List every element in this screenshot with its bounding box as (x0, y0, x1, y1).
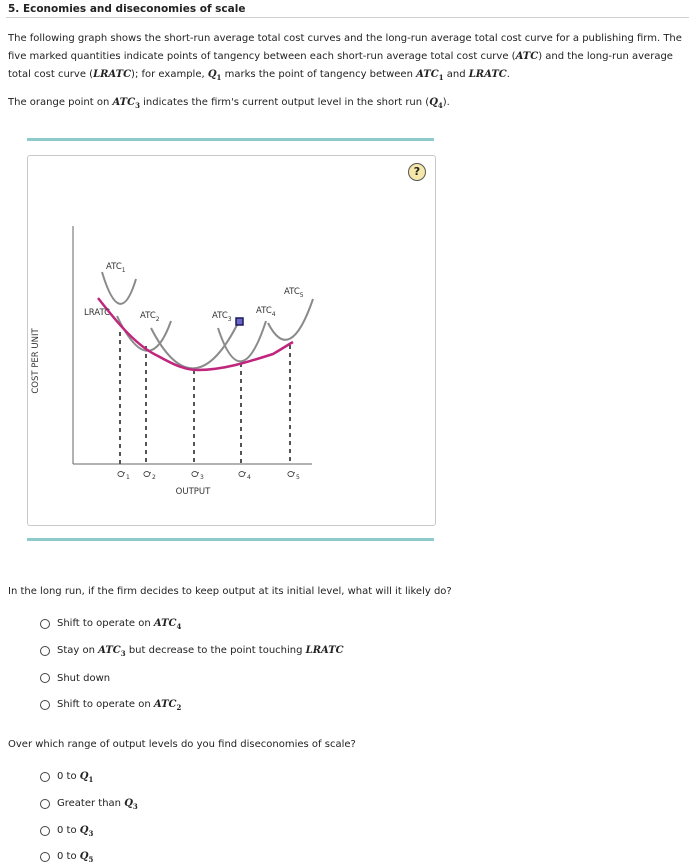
radio-button[interactable] (40, 673, 50, 683)
tick-sub-q3: 3 (200, 474, 204, 481)
graph-panel (27, 155, 436, 526)
atc5-curve (268, 299, 313, 340)
question-title: 5. Economies and diseconomies of scale (8, 3, 246, 15)
question-2-text: Over which range of output levels do you find diseconomies of scale? (8, 739, 356, 750)
atc5-label: $ATC_5$ (284, 287, 304, 299)
question-1-text: In the long run, if the firm decides to keep output at its initial level, what will it likely do? (8, 586, 452, 597)
top-divider-bar (27, 138, 434, 141)
atc1-label: $ATC_1$ (106, 262, 126, 274)
y-axis-label: COST PER UNIT (31, 328, 41, 394)
tick-label-q5: Q (287, 470, 297, 478)
atc3-label: $ATC_3$ (212, 311, 232, 323)
help-icon[interactable]: ? (408, 163, 426, 181)
atc4-curve (218, 321, 266, 361)
radio-button[interactable] (40, 619, 50, 629)
radio-button[interactable] (40, 826, 50, 836)
atc1-curve (102, 272, 136, 304)
q2-option-greater-than-q3[interactable]: Greater than $Q_3$ (40, 797, 138, 811)
tick-label-q1: Q (117, 470, 127, 478)
atc2-curve (117, 316, 171, 351)
atc4-label: $ATC_4$ (256, 306, 276, 318)
tick-sub-q5: 5 (296, 474, 300, 481)
orange-point-note: The orange point on $ATC_3$ indicates the firm's current output level in the short run $(Q_4)$. (8, 97, 450, 110)
current-output-point[interactable] (236, 318, 243, 325)
q2-option-0-to-q5[interactable]: 0 to $Q_5$ (40, 850, 93, 864)
tick-sub-q4: 4 (247, 474, 251, 481)
intro-paragraph: The following graph shows the short-run average total cost curves and the long-run average total cost curve for a publishing firm. The five marked quantities indicate points of tangency between each short-run average total cost curve (ATC) and the long-run average total cost curve (LRATC); for example, $Q_1$ marks the point of tangency between $ATC_1$ and LRATC. (8, 33, 682, 82)
tick-label-q4: Q (238, 470, 248, 478)
radio-button[interactable] (40, 852, 50, 862)
atc3-curve (151, 321, 239, 368)
radio-button[interactable] (40, 799, 50, 809)
q2-option-0-to-q1[interactable]: 0 to $Q_1$ (40, 770, 93, 784)
tick-label-q3: Q (191, 470, 201, 478)
lratc-label: LRATC (84, 308, 111, 318)
radio-button[interactable] (40, 700, 50, 710)
q1-option-atc2[interactable]: Shift to operate on $ATC_2$ (40, 698, 181, 712)
q1-option-atc4[interactable]: Shift to operate on $ATC_4$ (40, 617, 181, 631)
title-divider (6, 17, 689, 18)
radio-button[interactable] (40, 772, 50, 782)
tick-sub-q1: 1 (126, 474, 130, 481)
atc2-label: $ATC_2$ (140, 311, 160, 323)
tick-sub-q2: 2 (152, 474, 156, 481)
tick-label-q2: Q (143, 470, 153, 478)
bottom-divider-bar (27, 538, 434, 541)
cost-curves-chart (28, 156, 435, 525)
q2-option-0-to-q3[interactable]: 0 to $Q_3$ (40, 824, 93, 838)
q1-option-shut-down[interactable]: Shut down (40, 671, 110, 685)
radio-button[interactable] (40, 646, 50, 656)
x-axis-label: OUTPUT (175, 487, 211, 497)
q1-option-stay-atc3[interactable]: Stay on $ATC_3$ but decrease to the point touching LRATC (40, 644, 344, 658)
